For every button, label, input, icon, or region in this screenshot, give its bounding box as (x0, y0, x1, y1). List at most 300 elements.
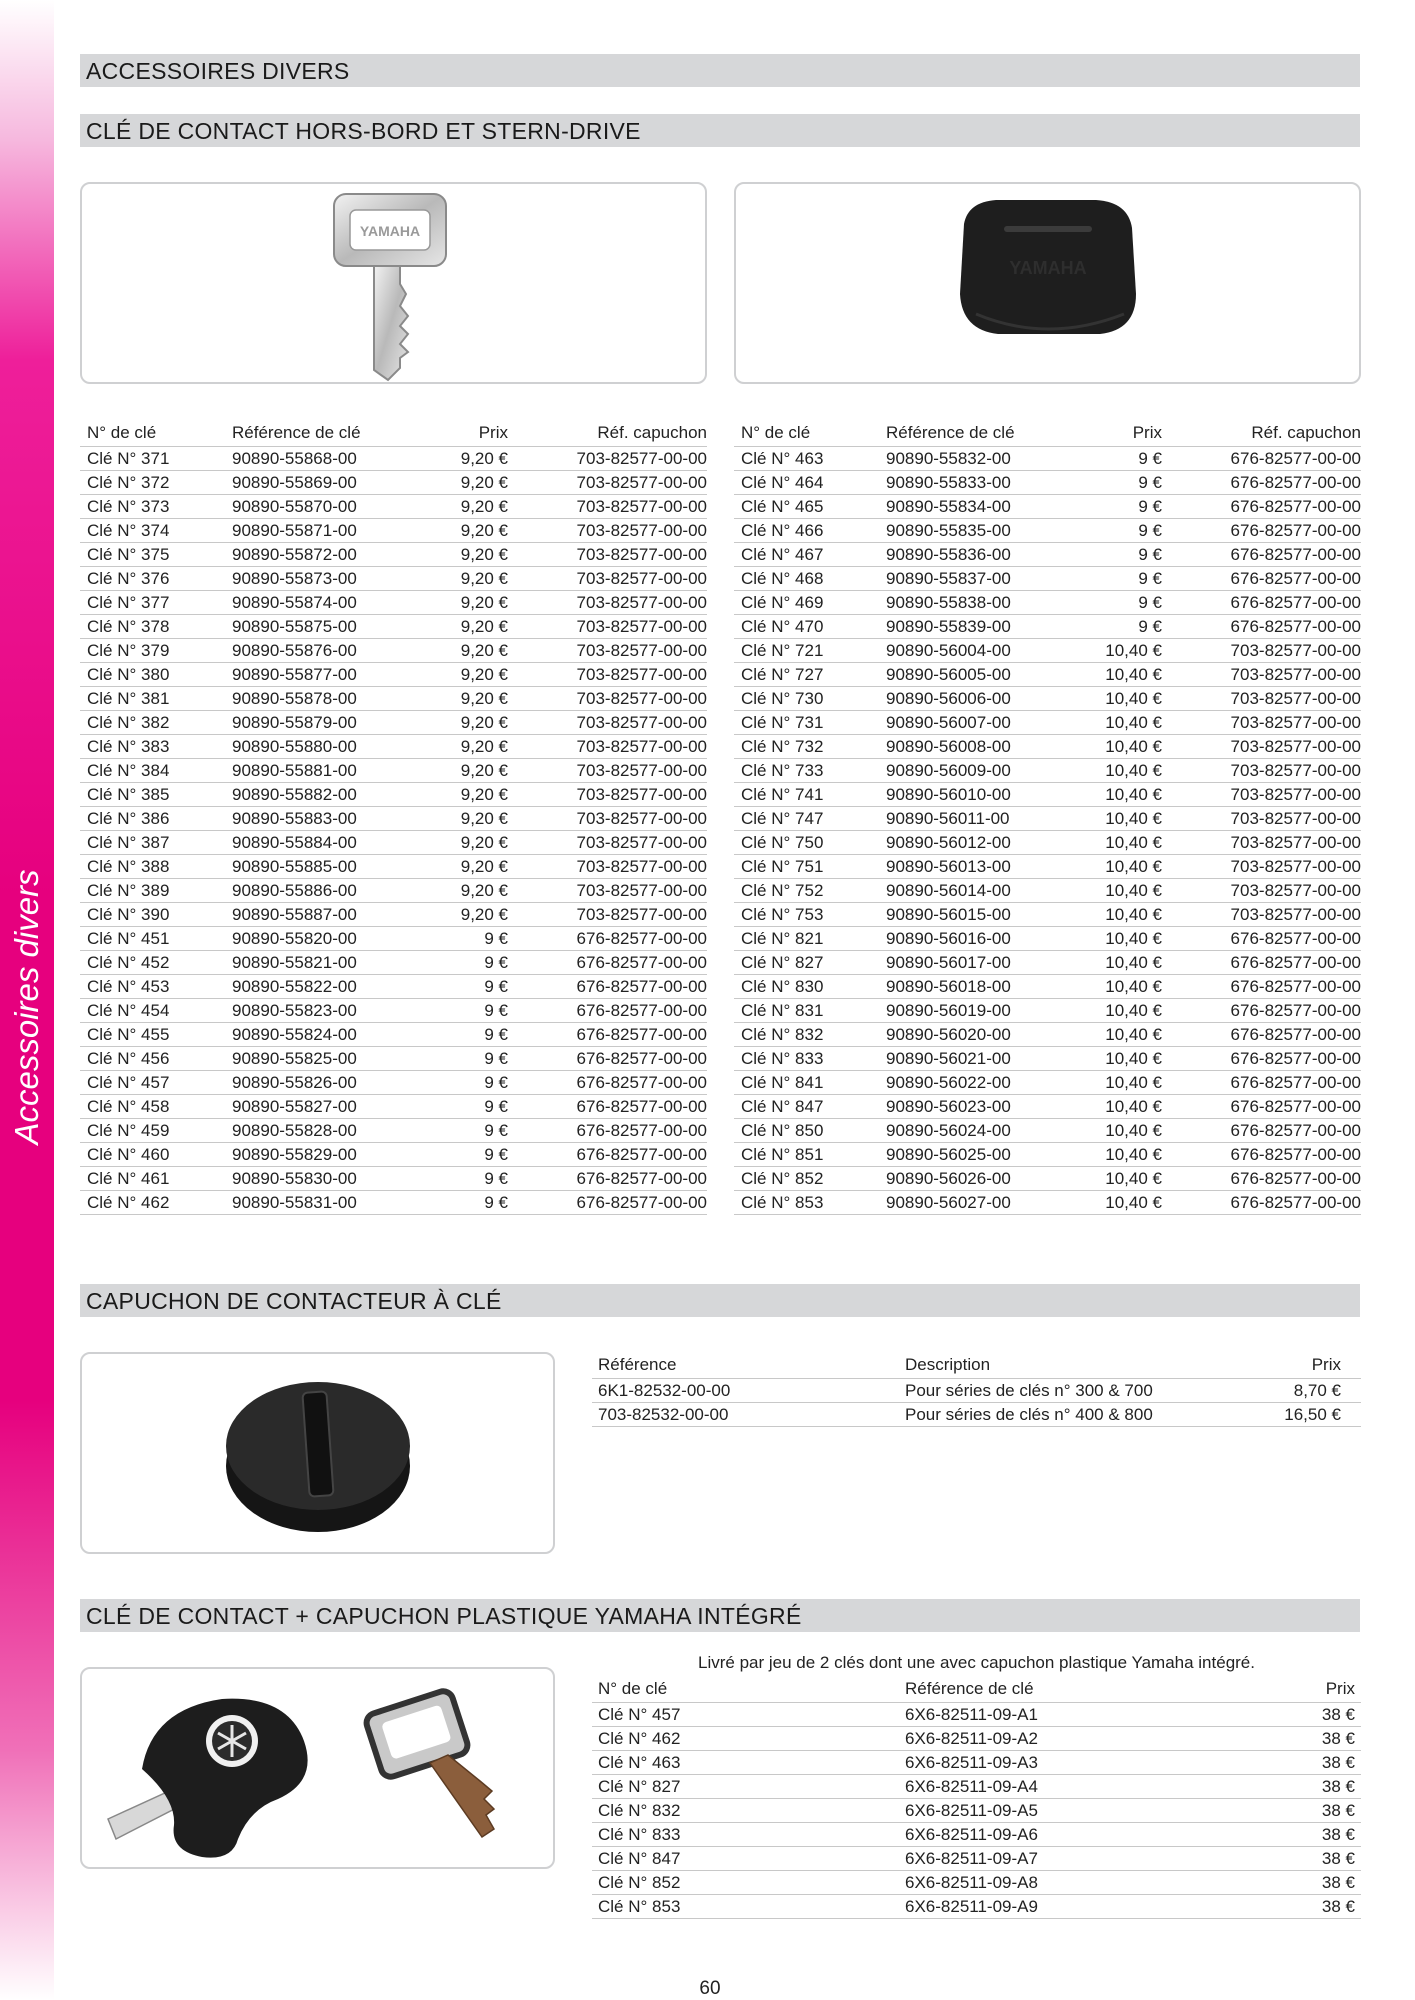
table-row (734, 471, 1361, 495)
table-cell: 703-82577-00-00 (508, 495, 707, 519)
table-row (80, 639, 707, 663)
table-row (734, 999, 1361, 1023)
table-row (80, 1143, 707, 1167)
table-cell: 676-82577-00-00 (1162, 1191, 1361, 1215)
table-cell: Clé N° 458 (80, 1095, 232, 1119)
table-cell: Clé N° 732 (734, 735, 886, 759)
table-cell: 676-82577-00-00 (1162, 999, 1361, 1023)
table-cell: Clé N° 454 (80, 999, 232, 1023)
sidebar-label: Accessoires divers (8, 869, 45, 1145)
table-row (734, 1095, 1361, 1119)
table-cell: 9,20 € (410, 807, 508, 831)
col-header-cap-reference: Réf. capuchon (1162, 420, 1361, 447)
table-cell: 9,20 € (410, 903, 508, 927)
table-cell: Clé N° 853 (592, 1895, 905, 1919)
table-cell: 10,40 € (1064, 1023, 1162, 1047)
table-cell: 703-82577-00-00 (508, 639, 707, 663)
table-cell: 703-82577-00-00 (1162, 759, 1361, 783)
table-cell: Clé N° 381 (80, 687, 232, 711)
table-cell: Clé N° 821 (734, 927, 886, 951)
table-cell: 703-82577-00-00 (508, 831, 707, 855)
table-cell: 9 € (410, 999, 508, 1023)
table-row (734, 543, 1361, 567)
table-cell: 6X6-82511-09-A5 (905, 1799, 1246, 1823)
table-cell: Clé N° 461 (80, 1167, 232, 1191)
table-cell: Clé N° 470 (734, 615, 886, 639)
table-row (80, 1071, 707, 1095)
table-cell: 703-82577-00-00 (508, 567, 707, 591)
table-cell: 9,20 € (410, 879, 508, 903)
table-cell: Clé N° 383 (80, 735, 232, 759)
table-cell: 676-82577-00-00 (1162, 591, 1361, 615)
table-cell: 703-82577-00-00 (508, 879, 707, 903)
table-cell: Clé N° 382 (80, 711, 232, 735)
table-cell: 90890-55827-00 (232, 1095, 410, 1119)
table-row (734, 735, 1361, 759)
table-cell: 10,40 € (1064, 759, 1162, 783)
table-cell: 90890-55835-00 (886, 519, 1064, 543)
table-cell: Clé N° 373 (80, 495, 232, 519)
table-row (734, 831, 1361, 855)
table-row (80, 879, 707, 903)
table-row (80, 999, 707, 1023)
table-row (734, 975, 1361, 999)
col-header-price: Prix (1064, 420, 1162, 447)
table-cell: 9 € (410, 951, 508, 975)
table-cell: Clé N° 460 (80, 1143, 232, 1167)
table-cell: Clé N° 387 (80, 831, 232, 855)
table-cell: 90890-55828-00 (232, 1119, 410, 1143)
table-cell: Clé N° 727 (734, 663, 886, 687)
table-cell: Clé N° 385 (80, 783, 232, 807)
table-cell: 703-82577-00-00 (1162, 711, 1361, 735)
table-cell: 38 € (1246, 1799, 1361, 1823)
table-cell: Clé N° 466 (734, 519, 886, 543)
table-row (592, 1895, 1361, 1919)
table-cell: 90890-55830-00 (232, 1167, 410, 1191)
table-cell: Clé N° 831 (734, 999, 886, 1023)
table-cell: 9 € (410, 1047, 508, 1071)
table-cell: 90890-56023-00 (886, 1095, 1064, 1119)
table-cell: 9 € (1064, 591, 1162, 615)
table-row (80, 663, 707, 687)
table-cell: Clé N° 850 (734, 1119, 886, 1143)
cap-table (592, 1352, 1361, 1427)
table-cell: 9 € (1064, 615, 1162, 639)
table-cell: Clé N° 847 (734, 1095, 886, 1119)
table-cell: 90890-56005-00 (886, 663, 1064, 687)
table-cell: Clé N° 827 (734, 951, 886, 975)
table-cell: 90890-56012-00 (886, 831, 1064, 855)
key-table-right (734, 420, 1361, 1215)
table-cell: Clé N° 730 (734, 687, 886, 711)
table-cell: Clé N° 374 (80, 519, 232, 543)
table-cell: 6X6-82511-09-A8 (905, 1871, 1246, 1895)
combo-note: Livré par jeu de 2 clés dont une avec capuchon plastique Yamaha intégré. (698, 1653, 1255, 1672)
table-row (80, 855, 707, 879)
col-header-key-number: N° de clé (592, 1676, 905, 1703)
table-cell: Clé N° 462 (592, 1727, 905, 1751)
table-cell: 9 € (410, 1071, 508, 1095)
table-cell: 6X6-82511-09-A4 (905, 1775, 1246, 1799)
table-cell: 10,40 € (1064, 975, 1162, 999)
table-cell: Clé N° 388 (80, 855, 232, 879)
table-cell: Clé N° 851 (734, 1143, 886, 1167)
col-header-reference: Référence (592, 1352, 905, 1379)
table-row (734, 447, 1361, 471)
table-cell: 703-82577-00-00 (508, 591, 707, 615)
table-cell: 90890-55824-00 (232, 1023, 410, 1047)
table-cell: 90890-56020-00 (886, 1023, 1064, 1047)
col-header-key-reference: Référence de clé (905, 1676, 1246, 1703)
table-row (592, 1847, 1361, 1871)
table-cell: 676-82577-00-00 (1162, 951, 1361, 975)
black-key-cap-icon (736, 184, 1359, 382)
table-cell: 90890-55822-00 (232, 975, 410, 999)
table-cell: 6K1-82532-00-00 (592, 1379, 905, 1403)
table-row (80, 759, 707, 783)
table-cell: 10,40 € (1064, 735, 1162, 759)
table-cell: 90890-55875-00 (232, 615, 410, 639)
table-row (80, 807, 707, 831)
table-cell: 703-82577-00-00 (508, 783, 707, 807)
table-row (592, 1403, 1361, 1427)
table-cell: 10,40 € (1064, 1047, 1162, 1071)
table-cell: Clé N° 372 (80, 471, 232, 495)
col-header-key-reference: Référence de clé (886, 420, 1064, 447)
col-header-key-reference: Référence de clé (232, 420, 410, 447)
table-cell: 9,20 € (410, 687, 508, 711)
table-cell: 10,40 € (1064, 639, 1162, 663)
table-cell: 676-82577-00-00 (508, 951, 707, 975)
table-cell: 10,40 € (1064, 807, 1162, 831)
table-cell: 676-82577-00-00 (1162, 471, 1361, 495)
table-cell: 90890-55885-00 (232, 855, 410, 879)
table-row (80, 471, 707, 495)
table-cell: 703-82577-00-00 (508, 711, 707, 735)
table-cell: 676-82577-00-00 (1162, 543, 1361, 567)
table-cell: 10,40 € (1064, 687, 1162, 711)
table-row (80, 1167, 707, 1191)
table-cell: 676-82577-00-00 (1162, 1119, 1361, 1143)
table-row (80, 591, 707, 615)
table-cell: Pour séries de clés n° 400 & 800 (905, 1403, 1246, 1427)
page-title: ACCESSOIRES DIVERS (80, 54, 1360, 87)
table-cell: Clé N° 389 (80, 879, 232, 903)
table-cell: 676-82577-00-00 (508, 1023, 707, 1047)
table-cell: 9 € (1064, 543, 1162, 567)
table-cell: 90890-56008-00 (886, 735, 1064, 759)
table-cell: 703-82577-00-00 (1162, 903, 1361, 927)
table-row (734, 591, 1361, 615)
table-cell: 9 € (410, 927, 508, 951)
table-cell: 703-82577-00-00 (1162, 735, 1361, 759)
table-cell: Clé N° 464 (734, 471, 886, 495)
table-cell: 9,20 € (410, 495, 508, 519)
table-row (734, 711, 1361, 735)
table-row (592, 1799, 1361, 1823)
table-row (80, 735, 707, 759)
table-row (80, 447, 707, 471)
table-cell: 703-82577-00-00 (1162, 783, 1361, 807)
table-cell: Clé N° 457 (80, 1071, 232, 1095)
table-cell: 90890-55883-00 (232, 807, 410, 831)
table-row (592, 1823, 1361, 1847)
table-cell: Clé N° 452 (80, 951, 232, 975)
table-cell: 9,20 € (410, 831, 508, 855)
table-cell: Clé N° 457 (592, 1703, 905, 1727)
table-cell: Clé N° 465 (734, 495, 886, 519)
table-cell: Clé N° 721 (734, 639, 886, 663)
table-cell: 9 € (410, 1191, 508, 1215)
table-cell: 703-82577-00-00 (508, 447, 707, 471)
table-cell: 10,40 € (1064, 1095, 1162, 1119)
table-row (80, 711, 707, 735)
table-row (592, 1703, 1361, 1727)
table-cell: Clé N° 847 (592, 1847, 905, 1871)
table-row (734, 951, 1361, 975)
table-cell: 90890-56021-00 (886, 1047, 1064, 1071)
table-cell: 9,20 € (410, 711, 508, 735)
table-cell: Clé N° 468 (734, 567, 886, 591)
table-row (734, 807, 1361, 831)
table-cell: 9 € (410, 1023, 508, 1047)
table-cell: 10,40 € (1064, 1119, 1162, 1143)
table-row (80, 783, 707, 807)
table-row (734, 879, 1361, 903)
table-cell: 703-82577-00-00 (508, 543, 707, 567)
table-cell: 38 € (1246, 1727, 1361, 1751)
table-cell: 703-82577-00-00 (508, 663, 707, 687)
table-cell: 90890-56015-00 (886, 903, 1064, 927)
table-cell: 90890-56022-00 (886, 1071, 1064, 1095)
table-cell: 38 € (1246, 1895, 1361, 1919)
table-cell: 90890-55869-00 (232, 471, 410, 495)
table-cell: 38 € (1246, 1847, 1361, 1871)
table-cell: 90890-55831-00 (232, 1191, 410, 1215)
table-cell: 90890-55839-00 (886, 615, 1064, 639)
table-cell: 9 € (410, 1119, 508, 1143)
table-cell: 90890-55873-00 (232, 567, 410, 591)
table-cell: 9,20 € (410, 471, 508, 495)
table-cell: 9 € (1064, 447, 1162, 471)
page-number: 60 (699, 1978, 721, 1999)
table-row (734, 927, 1361, 951)
table-cell: Clé N° 750 (734, 831, 886, 855)
table-row (80, 687, 707, 711)
table-cell: 9,20 € (410, 759, 508, 783)
table-cell: Clé N° 463 (592, 1751, 905, 1775)
table-cell: 703-82577-00-00 (508, 903, 707, 927)
table-cell: 10,40 € (1064, 903, 1162, 927)
section-title-combo: CLÉ DE CONTACT + CAPUCHON PLASTIQUE YAMAHA INTÉGRÉ (80, 1599, 1360, 1632)
table-cell: Clé N° 379 (80, 639, 232, 663)
table-cell: 703-82577-00-00 (508, 855, 707, 879)
table-cell: 9 € (410, 975, 508, 999)
table-cell: 90890-56010-00 (886, 783, 1064, 807)
table-cell: 676-82577-00-00 (508, 1191, 707, 1215)
col-header-price: Prix (410, 420, 508, 447)
table-row (734, 759, 1361, 783)
col-header-price: Prix (1246, 1676, 1361, 1703)
table-cell: 90890-56025-00 (886, 1143, 1064, 1167)
table-cell: 90890-55872-00 (232, 543, 410, 567)
table-row (80, 567, 707, 591)
table-cell: 9,20 € (410, 639, 508, 663)
col-header-cap-reference: Réf. capuchon (508, 420, 707, 447)
table-cell: 676-82577-00-00 (508, 1119, 707, 1143)
table-cell: 10,40 € (1064, 999, 1162, 1023)
table-cell: 10,40 € (1064, 1191, 1162, 1215)
table-cell: Clé N° 747 (734, 807, 886, 831)
table-cell: 90890-55834-00 (886, 495, 1064, 519)
table-cell: 90890-56011-00 (886, 807, 1064, 831)
table-cell: Clé N° 752 (734, 879, 886, 903)
table-cell: Clé N° 376 (80, 567, 232, 591)
table-cell: 90890-55837-00 (886, 567, 1064, 591)
table-cell: 38 € (1246, 1871, 1361, 1895)
table-row (592, 1379, 1361, 1403)
table-cell: Clé N° 852 (592, 1871, 905, 1895)
table-row (80, 831, 707, 855)
table-cell: 6X6-82511-09-A1 (905, 1703, 1246, 1727)
table-cell: Clé N° 451 (80, 927, 232, 951)
table-cell: Clé N° 731 (734, 711, 886, 735)
table-cell: 10,40 € (1064, 711, 1162, 735)
col-header-price: Prix (1246, 1352, 1361, 1379)
table-cell: 16,50 € (1246, 1403, 1361, 1427)
table-cell: 90890-56016-00 (886, 927, 1064, 951)
combo-image-box (80, 1667, 555, 1869)
table-row (734, 903, 1361, 927)
table-cell: Clé N° 453 (80, 975, 232, 999)
round-cap-icon (82, 1354, 553, 1552)
section-title-cap: CAPUCHON DE CONTACTEUR À CLÉ (80, 1284, 1360, 1317)
table-cell: 90890-55887-00 (232, 903, 410, 927)
table-cell: 90890-56017-00 (886, 951, 1064, 975)
table-cell: 90890-56009-00 (886, 759, 1064, 783)
table-row (592, 1751, 1361, 1775)
table-cell: 676-82577-00-00 (1162, 447, 1361, 471)
table-cell: 90890-55838-00 (886, 591, 1064, 615)
table-row (734, 663, 1361, 687)
table-cell: 10,40 € (1064, 1071, 1162, 1095)
table-cell: 10,40 € (1064, 879, 1162, 903)
table-cell: 676-82577-00-00 (1162, 1143, 1361, 1167)
table-cell: 8,70 € (1246, 1379, 1361, 1403)
table-cell: 10,40 € (1064, 927, 1162, 951)
table-cell: 676-82577-00-00 (508, 1095, 707, 1119)
table-row (734, 687, 1361, 711)
table-row (592, 1775, 1361, 1799)
table-cell: 90890-55876-00 (232, 639, 410, 663)
metal-key-image-box (80, 182, 707, 384)
table-row (80, 927, 707, 951)
table-cell: 676-82577-00-00 (1162, 927, 1361, 951)
table-cell: Clé N° 733 (734, 759, 886, 783)
table-cell: 676-82577-00-00 (508, 1071, 707, 1095)
table-cell: 703-82577-00-00 (1162, 807, 1361, 831)
col-header-key-number: N° de clé (80, 420, 232, 447)
table-cell: 90890-56026-00 (886, 1167, 1064, 1191)
table-cell: 703-82577-00-00 (1162, 663, 1361, 687)
table-row (734, 1143, 1361, 1167)
table-cell: 676-82577-00-00 (1162, 1023, 1361, 1047)
table-cell: 703-82577-00-00 (1162, 687, 1361, 711)
table-row (80, 615, 707, 639)
table-cell: 90890-56014-00 (886, 879, 1064, 903)
table-row (80, 975, 707, 999)
table-cell: 9 € (410, 1095, 508, 1119)
table-cell: 90890-55826-00 (232, 1071, 410, 1095)
table-row (80, 1119, 707, 1143)
table-cell: 9 € (1064, 471, 1162, 495)
table-row (734, 615, 1361, 639)
table-cell: 703-82577-00-00 (508, 519, 707, 543)
table-row (734, 639, 1361, 663)
table-cell: Clé N° 456 (80, 1047, 232, 1071)
table-cell: 9,20 € (410, 567, 508, 591)
table-cell: 10,40 € (1064, 783, 1162, 807)
table-cell: Clé N° 832 (592, 1799, 905, 1823)
section-title-keys: CLÉ DE CONTACT HORS-BORD ET STERN-DRIVE (80, 114, 1360, 147)
table-cell: 9,20 € (410, 663, 508, 687)
table-cell: Clé N° 832 (734, 1023, 886, 1047)
table-cell: Clé N° 833 (592, 1823, 905, 1847)
table-cell: Clé N° 371 (80, 447, 232, 471)
table-cell: Clé N° 467 (734, 543, 886, 567)
table-cell: 703-82577-00-00 (508, 687, 707, 711)
table-cell: 676-82577-00-00 (1162, 975, 1361, 999)
table-cell: Clé N° 375 (80, 543, 232, 567)
table-row (80, 903, 707, 927)
table-cell: 90890-55884-00 (232, 831, 410, 855)
table-cell: 9 € (410, 1143, 508, 1167)
combo-table (592, 1676, 1361, 1919)
table-cell: Clé N° 741 (734, 783, 886, 807)
table-cell: 703-82577-00-00 (1162, 831, 1361, 855)
table-row (80, 519, 707, 543)
table-cell: 90890-55882-00 (232, 783, 410, 807)
key-table-left (80, 420, 707, 1215)
table-cell: 90890-56007-00 (886, 711, 1064, 735)
table-cell: 90890-56013-00 (886, 855, 1064, 879)
table-cell: 703-82577-00-00 (508, 615, 707, 639)
table-cell: 703-82577-00-00 (508, 471, 707, 495)
table-cell: Clé N° 469 (734, 591, 886, 615)
table-cell: 676-82577-00-00 (1162, 495, 1361, 519)
table-row (734, 783, 1361, 807)
table-cell: Clé N° 853 (734, 1191, 886, 1215)
table-row (734, 1167, 1361, 1191)
table-cell: 9,20 € (410, 447, 508, 471)
table-cell: Clé N° 384 (80, 759, 232, 783)
table-cell: 676-82577-00-00 (1162, 519, 1361, 543)
metal-key-icon (82, 184, 705, 382)
table-cell: 90890-55878-00 (232, 687, 410, 711)
table-cell: 90890-56018-00 (886, 975, 1064, 999)
table-cell: 9,20 € (410, 543, 508, 567)
table-cell: 676-82577-00-00 (508, 999, 707, 1023)
table-cell: Clé N° 753 (734, 903, 886, 927)
table-row (80, 951, 707, 975)
table-cell: 90890-55874-00 (232, 591, 410, 615)
table-row (734, 855, 1361, 879)
table-cell: 10,40 € (1064, 663, 1162, 687)
table-cell: 90890-56027-00 (886, 1191, 1064, 1215)
table-cell: 703-82532-00-00 (592, 1403, 905, 1427)
table-cell: 90890-55825-00 (232, 1047, 410, 1071)
